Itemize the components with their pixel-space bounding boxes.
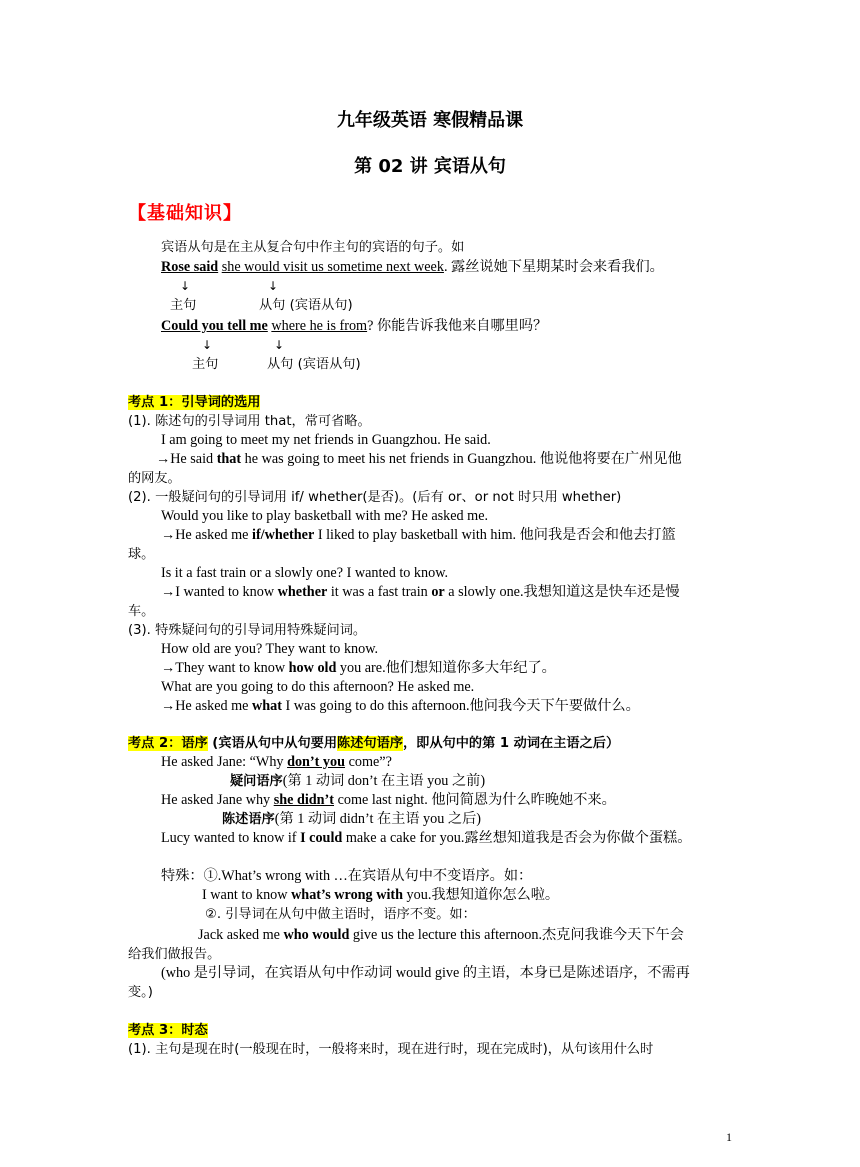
point-1-rule-2: (2). 一般疑问句的引导词用 if/ whether(是否)。(后有 or、or not 时只用 whether) — [128, 490, 622, 505]
example-2-clause: where he is from — [271, 318, 368, 334]
example-2-main: Could you tell me — [161, 318, 268, 334]
point-1-example: How old are you? They want to know. — [161, 641, 379, 657]
point-1-rule-1: (1). 陈述句的引导词用 that，常可省略。 — [128, 414, 371, 429]
point-1-example: →I wanted to know whether it was a fast train or a slowly one.我想知道这是快车还是慢 — [161, 584, 680, 600]
example-1-main: Rose said — [161, 259, 219, 275]
down-arrow-icon: ↓ — [180, 279, 191, 293]
point-1-example: →He asked me what I was going to do this afternoon.他问我今天下午要做什么。 — [161, 698, 640, 714]
point-3-rule-1: (1). 主句是现在时(一般现在时，一般将来时，现在进行时，现在完成时)，从句该用什么时 — [128, 1042, 654, 1057]
point-1-example: Would you like to play basketball with me? He asked me. — [161, 508, 489, 524]
point-2-note: 疑问语序(第 1 动词 don’t 在主语 you 之前) — [230, 773, 486, 789]
point-1-example: Is it a fast train or a slowly one? I wanted to know. — [161, 565, 449, 581]
point-1-example: What are you going to do this afternoon? He asked me. — [161, 679, 475, 695]
point-1-example: →They want to know how old you are.他们想知道你多大年纪了。 — [161, 660, 556, 676]
example-1 — [161, 258, 664, 277]
point-1-example-cont: 的网友。 — [128, 471, 181, 486]
main-clause-label: 主句 — [170, 298, 197, 313]
main-clause-label: 主句 — [192, 357, 219, 372]
object-clause-label: 从句 (宾语从句) — [259, 298, 353, 313]
object-clause-label: 从句 (宾语从句) — [267, 357, 361, 372]
example-1-rest: . 露丝说她下星期某时会来看我们。 — [443, 259, 664, 275]
example-2 — [161, 317, 547, 336]
lesson-title: 第 02 讲 宾语从句 — [354, 156, 506, 177]
special-case-2-example-cont: 给我们做报告。 — [128, 947, 221, 962]
special-case-2-note: (who 是引导词，在宾语从句中作动词 would give 的主语，本身已是陈述语序，不需再 — [161, 965, 690, 981]
down-arrow-icon: ↓ — [274, 338, 285, 352]
point-1-heading: 考点 1：引导词的选用 — [128, 395, 261, 410]
point-1-example: I am going to meet my net friends in Guangzhou. He said. — [161, 432, 491, 448]
point-2-note: 陈述语序(第 1 动词 didn’t 在主语 you 之后) — [222, 811, 481, 827]
point-3-heading: 考点 3：时态 — [128, 1023, 208, 1038]
point-1-example: →He said that he was going to meet his net friends in Guangzhou. 他说他将要在广州见他 — [156, 451, 682, 467]
special-case-1-example: I want to know what’s wrong with you.我想知道你怎么啦。 — [202, 887, 560, 903]
special-case-2-example: Jack asked me who would give us the lecture this afternoon.杰克问我谁今天下午会 — [198, 927, 684, 943]
example-1-clause: she would visit us sometime next week — [221, 259, 444, 275]
point-1-example: →He asked me if/whether I liked to play basketball with him. 他问我是否会和他去打篮 — [161, 527, 676, 543]
special-case-2: ②. 引导词在从句中做主语时，语序不变。如： — [205, 907, 476, 922]
example-2-rest: ? 你能告诉我他来自哪里吗？ — [367, 318, 548, 334]
down-arrow-icon: ↓ — [202, 338, 213, 352]
point-2-example: He asked Jane why she didn’t come last night. 他问简恩为什么昨晚她不来。 — [161, 792, 616, 808]
point-1-example-cont: 车。 — [128, 604, 155, 619]
special-case-1: 特殊：①.What’s wrong with …在宾语从句中不变语序。如： — [161, 868, 533, 884]
point-2-example: Lucy wanted to know if I could make a cake for you.露丝想知道我是否会为你做个蛋糕。 — [161, 830, 692, 846]
point-1-example-cont: 球。 — [128, 547, 155, 562]
down-arrow-icon: ↓ — [268, 279, 279, 293]
point-1-rule-3: (3). 特殊疑问句的引导词用特殊疑问词。 — [128, 623, 367, 638]
definition-text: 宾语从句是在主从复合句中作主句的宾语的句子。如 — [161, 240, 465, 255]
page-number: 1 — [726, 1130, 732, 1144]
document-title: 九年级英语 寒假精品课 — [336, 110, 524, 131]
point-2-example: He asked Jane: “Why don’t you come”? — [161, 754, 392, 770]
special-case-2-note-cont: 变。) — [128, 985, 153, 1000]
section-heading: 【基础知识】 — [128, 203, 242, 224]
point-2-heading: 考点 2：语序 (宾语从句中从句要用陈述句语序，即从句中的第 1 动词在主语之后） — [128, 736, 620, 751]
